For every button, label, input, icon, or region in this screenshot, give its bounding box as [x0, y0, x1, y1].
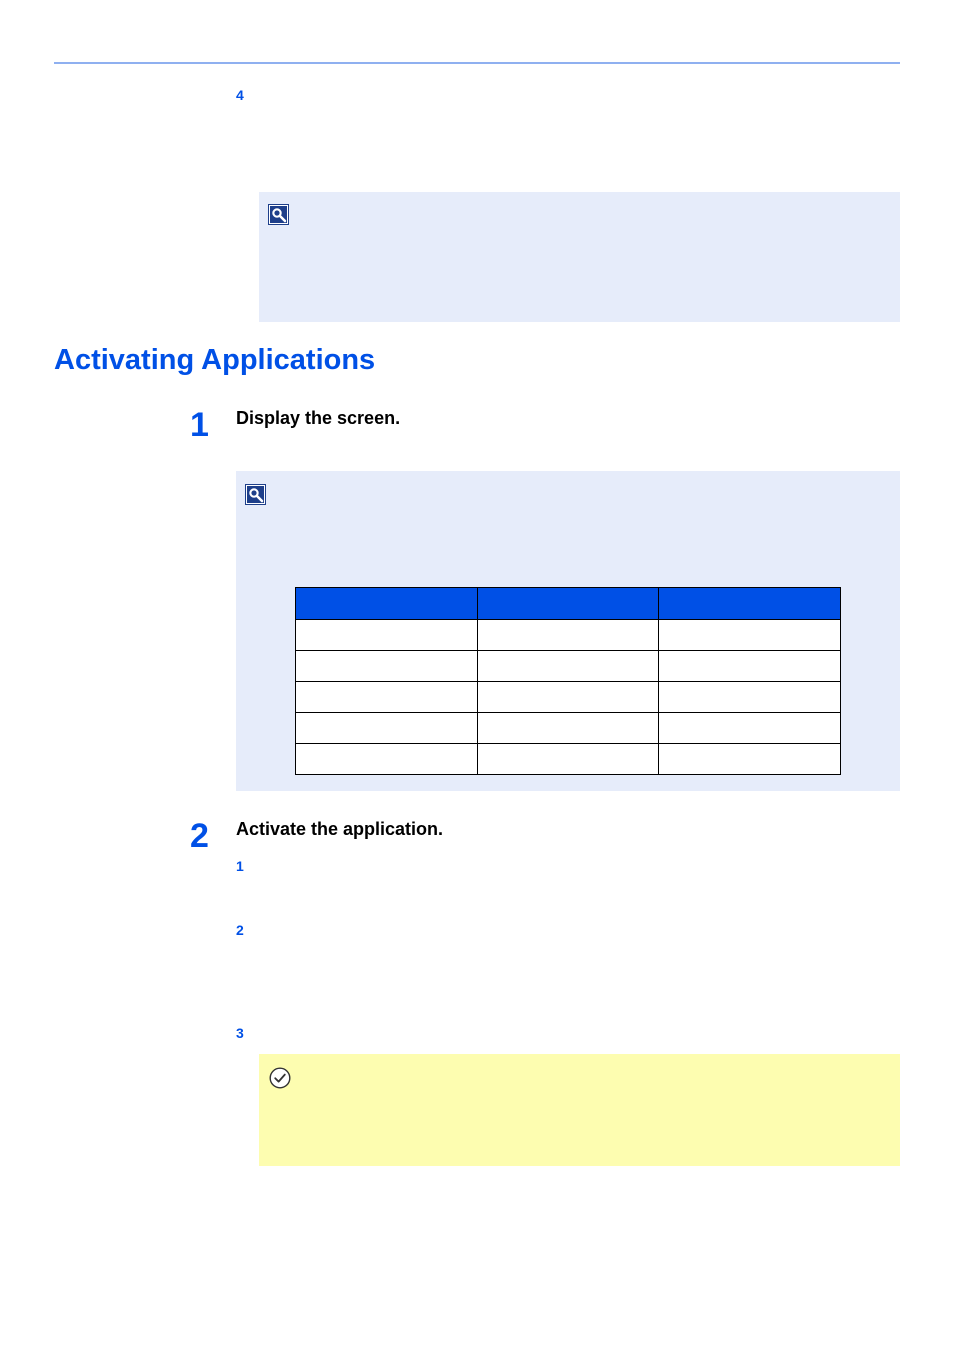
substep-number-2: 2: [236, 922, 244, 938]
step-title-2: Activate the application.: [236, 819, 444, 839]
table-cell: [477, 682, 659, 713]
important-box: [259, 1054, 900, 1166]
table-cell: [296, 620, 478, 651]
step-title-1: Display the screen.: [236, 408, 401, 428]
table-row: [296, 713, 841, 744]
table-cell: [659, 682, 841, 713]
table-cell: [659, 651, 841, 682]
step-number-2: 2: [190, 817, 209, 855]
step-number-1: 1: [190, 406, 209, 444]
table-cell: [659, 620, 841, 651]
table-cell: [296, 682, 478, 713]
substep-number-3: 3: [236, 1025, 244, 1041]
note-magnifier-icon: [268, 204, 289, 225]
substep-number-1: 1: [236, 858, 244, 874]
table-cell: [296, 651, 478, 682]
table-cell: [477, 744, 659, 775]
header-rule: [54, 62, 900, 64]
checkmark-circle-icon: [269, 1067, 291, 1089]
table-cell: [296, 713, 478, 744]
table-header-cell: [477, 588, 659, 620]
table-row: [296, 744, 841, 775]
table-header-row: [296, 588, 841, 620]
substep-number-4: 4: [236, 87, 244, 103]
table-cell: [659, 744, 841, 775]
section-title: Activating Applications: [54, 344, 376, 376]
note-box-1: [259, 192, 900, 322]
application-table: [295, 587, 841, 775]
table-cell: [477, 713, 659, 744]
table-cell: [477, 651, 659, 682]
table-cell: [477, 620, 659, 651]
table-row: [296, 620, 841, 651]
table-cell: [659, 713, 841, 744]
table-cell: [296, 744, 478, 775]
note-magnifier-icon: [245, 484, 266, 505]
table-header-cell: [659, 588, 841, 620]
table-row: [296, 651, 841, 682]
table-row: [296, 682, 841, 713]
table-header-cell: [296, 588, 478, 620]
